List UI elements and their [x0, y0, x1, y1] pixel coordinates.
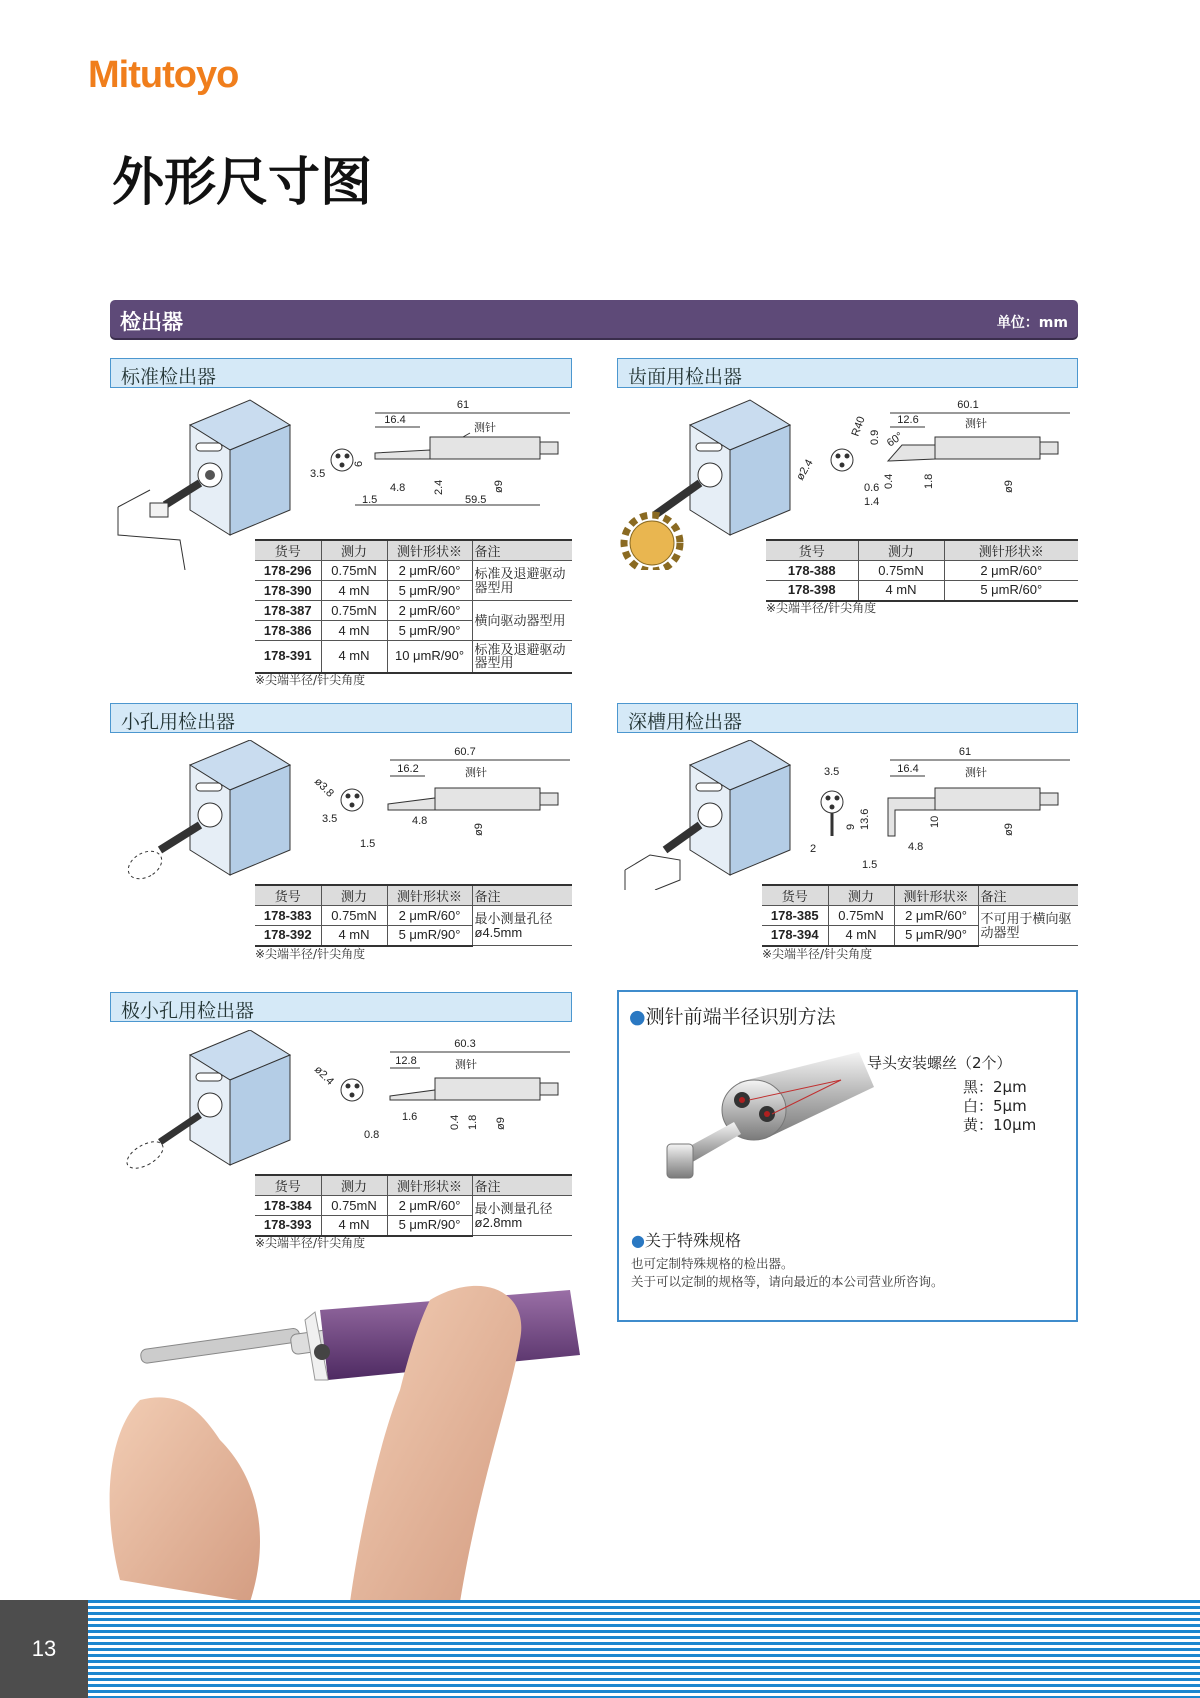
remark-cell: 最小测量孔径ø2.8mm [472, 1196, 572, 1236]
dg-dim-9: ø9 [1003, 823, 1015, 836]
std-dim-15: 1.5 [362, 494, 378, 506]
standard-heading [110, 358, 572, 388]
th-dim-stylus: 12.8 [395, 1055, 417, 1067]
table-row: 178-387 0.75mN 2 μmR/60° 横向驱动器型用 [255, 601, 572, 621]
th-dim-9: ø9 [495, 1117, 507, 1130]
radius-info-box [617, 990, 1078, 1322]
sh-dim-48: 4.8 [412, 815, 428, 827]
th-dim-08: 0.8 [364, 1129, 380, 1141]
screw-label: 导头安装螺丝（2个） [867, 1054, 1012, 1072]
dg-dim-136: 13.6 [859, 808, 871, 830]
gear-title: 齿面用检出器 [628, 366, 743, 388]
sh-dim-9: ø9 [473, 823, 485, 836]
page-title: 外形尺寸图 [112, 153, 373, 213]
th-dim-18: 1.8 [467, 1114, 479, 1130]
th-force: 测力 [321, 540, 387, 561]
gear-dim-stylus: 12.6 [897, 414, 919, 426]
radius-id-title: ●测针前端半径识别方法 [629, 1006, 836, 1028]
small-hole-table: 货号 测力 测针形状※ 备注 178-383 0.75mN 2 μmR/60° 最小测量孔径ø4.5mm 178-392 4 mN 5 μmR/90° [255, 884, 572, 947]
gear-dim-r40: R40 [849, 414, 868, 439]
table-row: 178-384 0.75mN 2 μmR/60° 最小测量孔径ø2.8mm [255, 1196, 572, 1216]
page-number: 13 [0, 1600, 88, 1698]
std-dim-24: 2.4 [433, 479, 445, 495]
dg-dim-15: 1.5 [862, 859, 878, 871]
gear-heading [617, 358, 1078, 388]
sh-dim-15: 1.5 [360, 838, 376, 850]
sh-dim-stylus-label: 测针 [465, 767, 487, 779]
sh-dim-stylus: 16.2 [397, 763, 419, 775]
table-row: 178-392 4 mN 5 μmR/90° [255, 926, 572, 946]
gear-dim-14: 1.4 [864, 496, 880, 508]
dg-dim-stylus: 16.4 [897, 763, 919, 775]
th-dim-overall: 60.3 [454, 1038, 476, 1050]
deep-groove-drawing [610, 740, 1080, 890]
dg-dim-10: 10 [929, 815, 941, 828]
table-row: 178-388 0.75mN 2 μmR/60° [766, 561, 1078, 581]
dg-dim-35: 3.5 [824, 766, 840, 778]
sh-dim-35: 3.5 [322, 813, 338, 825]
gear-dim-09: 0.9 [869, 429, 881, 445]
gear-dim-04: 0.4 [883, 473, 895, 489]
dg-dim-stylus-label: 测针 [965, 767, 987, 779]
table-row: 178-383 0.75mN 2 μmR/60° 最小测量孔径ø4.5mm [255, 906, 572, 926]
th-dim-16: 1.6 [402, 1111, 418, 1123]
gear-table: 货号 测力 测针形状※ 178-388 0.75mN 2 μmR/60° 178-398 4 mN 5 μmR/60° [766, 539, 1078, 602]
std-dim-overall: 61 [456, 399, 470, 411]
th-dim-04: 0.4 [449, 1114, 461, 1130]
remark-cell: 标准及退避驱动器型用 [472, 561, 572, 601]
dg-dim-48: 4.8 [908, 841, 924, 853]
dg-dim-overall: 61 [958, 746, 972, 758]
gear-dim-60: 60° [884, 430, 906, 450]
th-code: 货号 [255, 540, 321, 561]
sh-dim-overall: 60.7 [454, 746, 476, 758]
color-yellow: 黄：10μm [963, 1116, 1037, 1134]
section-title: 检出器 [120, 310, 183, 334]
gear-dim-overall: 60.1 [957, 399, 979, 411]
dg-dim-9a: 9 [845, 823, 857, 830]
th-dim-stylus-label: 测针 [455, 1059, 477, 1071]
gear-dim-24: ø2.4 [794, 457, 816, 483]
remark-cell: 最小测量孔径ø4.5mm [472, 906, 572, 946]
standard-table [255, 539, 572, 674]
th-shape: 测针形状※ [387, 540, 472, 561]
small-hole-heading [110, 703, 572, 733]
std-dim-595: 59.5 [465, 494, 487, 506]
footer-stripes [88, 1600, 1200, 1698]
color-white: 白：5μm [963, 1097, 1027, 1115]
special-line1: 也可定制特殊规格的检出器。 [631, 1256, 794, 1271]
table-row: 178-393 4 mN 5 μmR/90° [255, 1216, 572, 1236]
dg-dim-2: 2 [810, 843, 817, 855]
small-hole-title: 小孔用检出器 [121, 711, 236, 733]
std-dim-stylus-label: 测针 [474, 422, 496, 434]
mitutoyo-logo: Mitutoyo [88, 54, 239, 96]
table-row: 178-394 4 mN 5 μmR/90° [762, 926, 1078, 946]
tiny-hole-title: 极小孔用检出器 [121, 1000, 255, 1022]
sh-dim-38: ø3.8 [311, 775, 336, 800]
gear-note: ※尖端半径/针尖角度 [766, 601, 877, 615]
tiny-hole-note: ※尖端半径/针尖角度 [255, 1236, 366, 1250]
small-hole-drawing [110, 740, 580, 890]
section-bar [110, 300, 1078, 338]
deep-groove-note: ※尖端半径/针尖角度 [762, 947, 873, 961]
special-title: ●关于特殊规格 [631, 1231, 741, 1250]
table-row: 178-296 0.75mN 2 μmR/60° 标准及退避驱动器型用 [255, 561, 572, 581]
std-dim-48: 4.8 [390, 482, 406, 494]
section-unit: 单位：mm [996, 315, 1068, 331]
std-dim-h6: 6 [353, 460, 365, 467]
deep-groove-heading [617, 703, 1078, 733]
table-row: 178-390 4 mN 5 μmR/90° [255, 581, 572, 601]
std-dim-9: ø9 [493, 480, 505, 493]
gear-dim-stylus-label: 测针 [965, 418, 987, 430]
table-row: 178-386 4 mN 5 μmR/90° [255, 621, 572, 641]
table-row: 178-391 4 mN 10 μmR/90° 标准及退避驱动器型用 [255, 641, 572, 673]
remark-cell: 不可用于横向驱动器型 [978, 906, 1078, 946]
standard-note: ※尖端半径/针尖角度 [255, 673, 366, 687]
std-dim-stylus: 16.4 [384, 414, 406, 426]
th-dim-24: ø2.4 [311, 1063, 336, 1088]
std-dim-tip: 3.5 [310, 468, 326, 480]
stylus-photo [659, 1052, 879, 1202]
table-row: 178-385 0.75mN 2 μmR/60° 不可用于横向驱动器型 [762, 906, 1078, 926]
table-row: 178-398 4 mN 5 μmR/60° [766, 581, 1078, 601]
tiny-hole-heading [110, 992, 572, 1022]
small-hole-note: ※尖端半径/针尖角度 [255, 947, 366, 961]
standard-title: 标准检出器 [121, 366, 217, 388]
tiny-hole-table: 货号 测力 测针形状※ 备注 178-384 0.75mN 2 μmR/60° 最小测量孔径ø2.8mm 178-393 4 mN 5 μmR/90° [255, 1174, 572, 1237]
special-line2: 关于可以定制的规格等，请向最近的本公司营业所咨询。 [631, 1274, 944, 1289]
gear-dim-9: ø9 [1003, 480, 1015, 493]
th-remark: 备注 [472, 540, 572, 561]
hands-photo [100, 1280, 600, 1602]
remark-cell: 标准及退避驱动器型用 [472, 641, 572, 673]
gear-dim-18: 1.8 [923, 473, 935, 489]
gear-dim-06: 0.6 [864, 482, 880, 494]
deep-groove-title: 深槽用检出器 [628, 711, 743, 733]
color-black: 黑：2μm [963, 1078, 1027, 1096]
tiny-hole-drawing [110, 1030, 580, 1180]
remark-cell: 横向驱动器型用 [472, 601, 572, 641]
deep-groove-table: 货号 测力 测针形状※ 备注 178-385 0.75mN 2 μmR/60° 不可用于横向驱动器型 178-394 4 mN 5 μmR/90° [762, 884, 1078, 947]
